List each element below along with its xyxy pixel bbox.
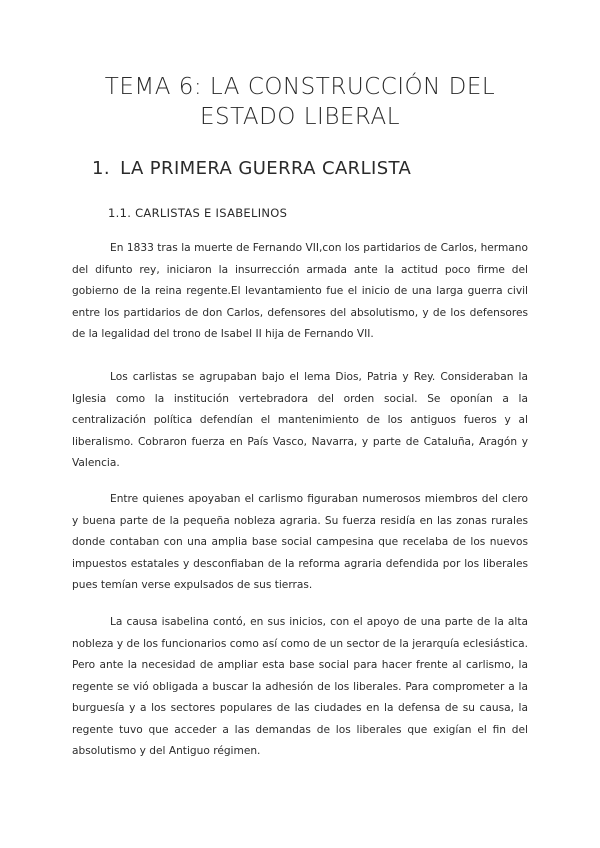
paragraph-3: Entre quienes apoyaban el carlismo figuraban numerosos miembros del clero y buena parte de la pequeña nobleza agraria. Su fuerza residía en las zonas rurales donde contaban con una amplia base social campesina que recelaba de los nuevos impuestos estatales y desconfiaban de la reforma agraria defendida por los liberales pues temían verse expulsados de sus tierras. — [72, 493, 528, 591]
document-title — [60, 72, 540, 132]
section-number: 1. — [92, 158, 110, 179]
paragraph-2: Los carlistas se agrupaban bajo el lema Dios, Patria y Rey. Consideraban la Iglesia como la institución vertebradora del orden social. Se oponían a la centralización política defendían el mantenimiento de los antiguos fueros y al liberalismo. Cobraron fuerza en País Vasco, Navarra, y parte de Cataluña, Aragón y Valencia. — [72, 371, 528, 469]
section-title: LA PRIMERA GUERRA CARLISTA — [120, 158, 412, 179]
paragraph-1: En 1833 tras la muerte de Fernando VII,con los partidarios de Carlos, hermano del difunto rey, iniciaron la insurrección armada ante la actitud poco firme del gobierno de la reina regente.El levantamiento fue el inicio de una larga guerra civil entre los partidarios de don Carlos, defensores del absolutismo, y de los defensores de la legalidad del trono de Isabel II hija de Fernando VII. — [72, 242, 528, 340]
title-line-2: ESTADO LIBERAL — [199, 104, 401, 130]
title-line-1: TEMA 6: LA CONSTRUCCIÓN DEL — [104, 74, 496, 100]
section-heading — [92, 158, 411, 179]
paragraph-4: La causa isabelina contó, en sus inicios, con el apoyo de una parte de la alta nobleza y de los funcionarios como así como de un sector de la jerarquía eclesiástica. Pero ante la necesidad de ampliar esta base social para hacer frente al carlismo, la regente se vió obligada a buscar la adhesión de los liberales. Para comprometer a la burguesía y a los sectores populares de las ciudades en la defensa de su causa, la regente tuvo que acceder a las demandas de los liberales que exigían el fin del absolutismo y del Antiguo régimen. — [72, 616, 528, 757]
subsection-heading: 1.1. CARLISTAS E ISABELINOS — [108, 206, 288, 220]
